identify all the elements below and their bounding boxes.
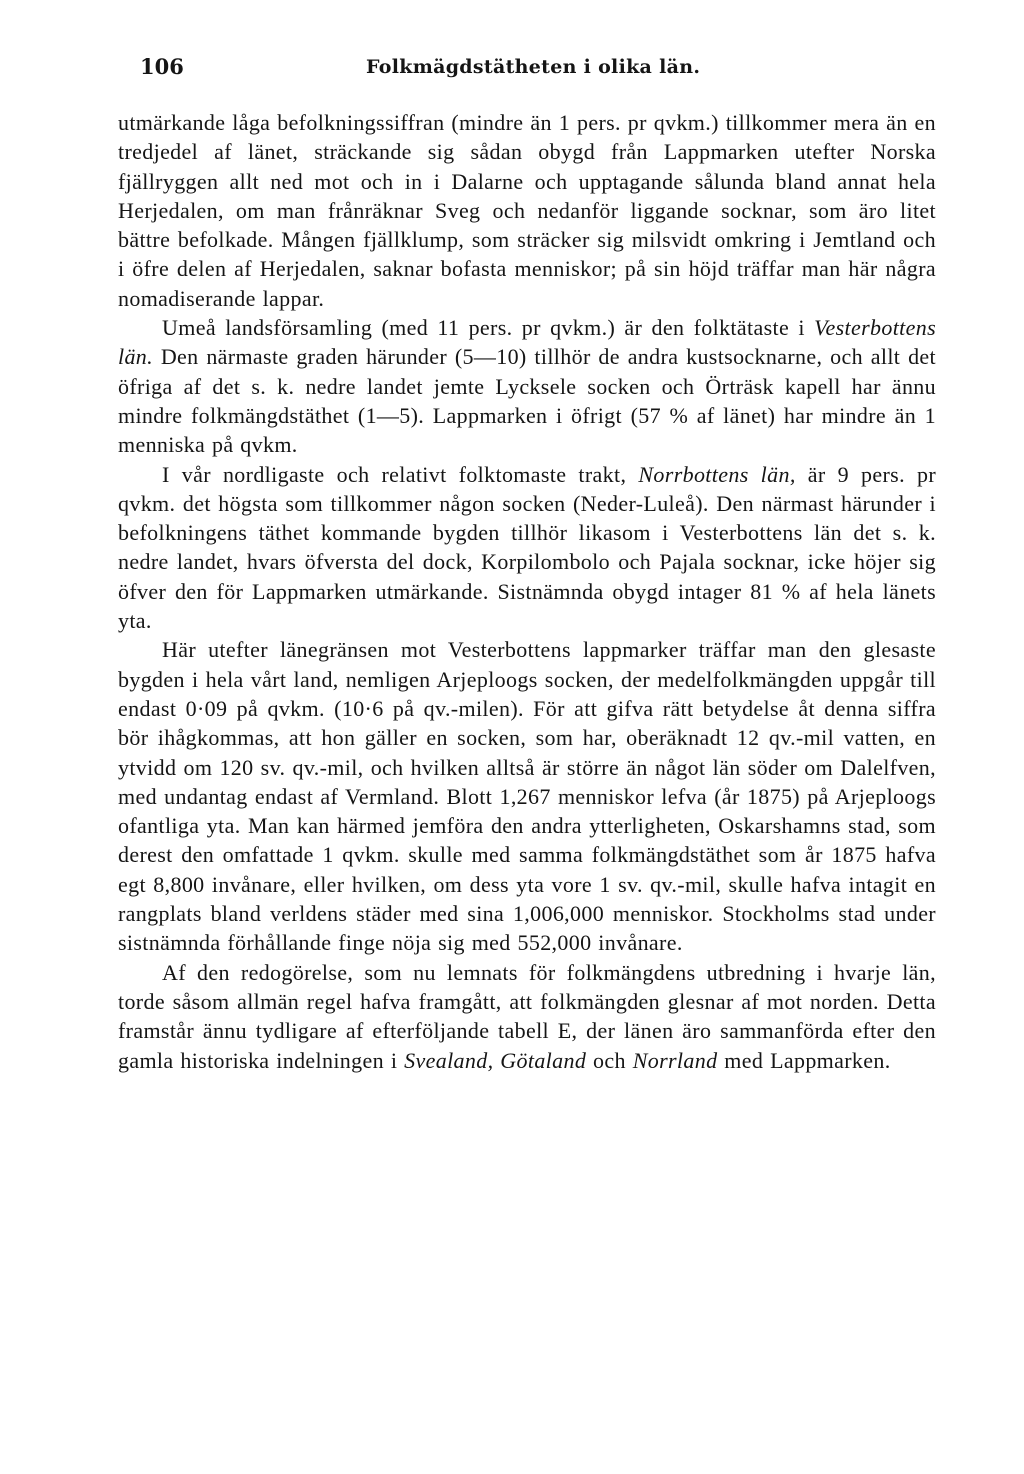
paragraph-4 (118, 635, 936, 957)
paragraph-1 (118, 108, 936, 313)
book-page (118, 44, 936, 1075)
paragraph-5-text-3: med Lappmarken. (717, 1047, 891, 1073)
body-text (118, 108, 936, 1075)
paragraph-5-text-1: Af den redogörelse, som nu lemnats för folkmängdens utbredning i hvarje län, torde såsom allmän regel hafva framgått, att folkmängden glesnar af mot norden. Detta framstår ännu tydligare af efterföljande tabell E, der länen äro sammanförda efter den gamla historiska indelningen i (118, 959, 936, 1073)
paragraph-4-text: Här utefter länegränsen mot Vesterbottens lappmarker träffar man den glesaste bygden i hela vårt land, nemligen Arjeploogs socken, der medelfolkmängden uppgår till endast 0·09 på qvkm. (10·6 på qv.-milen). För att gifva rätt betydelse åt denna siffra bör ihågkommas, att hon gäller en socken, som har, oberäknadt 12 qv.-mil vatten, en ytvidd om 120 sv. qv.-mil, och hvilken alltså är större än något län söder om Dalelfven, med undantag endast af Vermland. Blott 1,267 menniskor lefva (år 1875) på Arjeploogs ofantliga yta. Man kan härmed jemföra den andra ytterligheten, Oskarshamns stad, som derest den omfattade 1 qvkm. skulle med samma folkmängdstäthet som år 1875 hafva egt 8,800 invånare, eller hvilken, om dess yta vore 1 sv. qv.-mil, skulle hafva intagit en rangplats bland verldens städer med sina 1,006,000 menniskor. Stockholms stad under sistnämnda förhållande finge nöja sig med 552,000 invånare. (118, 637, 936, 956)
paragraph-3-text-1: I vår nordligaste och relativt folktomaste trakt, (162, 461, 639, 487)
paragraph-5-text-2: och (586, 1047, 633, 1073)
paragraph-3 (118, 460, 936, 636)
paragraph-2-text-1: Umeå landsförsamling (med 11 pers. pr qvkm.) är den folktätaste i (162, 315, 815, 341)
paragraph-2 (118, 313, 936, 459)
paragraph-3-text-2: är 9 pers. pr qvkm. det högsta som tillkommer någon socken (Neder-Luleå). Den närmast härunder i befolkningens täthet kommande bygden tillhör likasom i Vesterbottens län det s. k. nedre landet, hvars öfversta del dock, Korpilombolo och Pajala socknar, icke höjer sig öfver den för Lappmarken utmärkande. Sistnämnda obygd intager 81 % af hela länets yta. (118, 461, 937, 634)
page-header (118, 44, 936, 94)
paragraph-5-italic-norrland: Norrland (632, 1047, 718, 1073)
paragraph-1-text: utmärkande låga befolkningssiffran (mindre än 1 pers. pr qvkm.) tillkommer mera än en tredjedel af länet, sträckande sig sådan obygd från Lappmarken utefter Norska fjällryggen allt ned mot och in i Dalarne och upptagande sålunda bland annat hela Herjedalen, om man frånräknar Sveg och nedanför liggande socknar, som äro litet bättre befolkade. Mången fjällklump, som sträcker sig milsvidt omkring i Jemtland och i öfre delen af Herjedalen, saknar bofasta menniskor; på sin höjd träffar man här några nomadiserande lappar. (118, 110, 936, 311)
page-number: 106 (140, 54, 184, 79)
paragraph-2-text-2: Den närmaste graden härunder (5—10) tillhör de andra kustsocknarne, och allt det öfriga af det s. k. nedre landet jemte Lycksele socken och Örträsk kapell har ännu mindre folkmängdstäthet (1—5). Lappmarken i öfrigt (57 % af länet) har mindre än 1 menniska på qvkm. (118, 344, 936, 458)
paragraph-3-italic-county: Norrbottens län, (638, 461, 796, 487)
paragraph-2-italic-county: Vesterbottens län. (118, 315, 936, 370)
paragraph-5 (118, 958, 936, 1075)
paragraph-5-italic-regions: Svealand, Götaland (404, 1047, 587, 1073)
running-title: Folkmägdstätheten i olika län. (366, 56, 701, 78)
